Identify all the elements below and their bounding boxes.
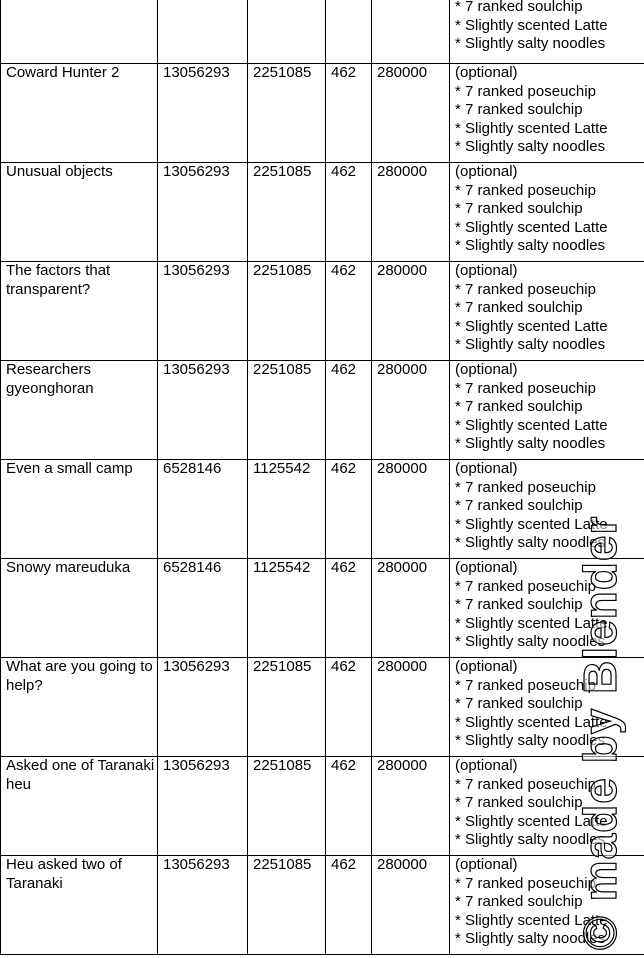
value-cell-2: 2251085 [248,361,326,460]
value-cell-1: 13056293 [158,856,248,955]
quest-table-body [1,0,644,955]
value-cell-2: 1125542 [248,559,326,658]
reward-cell: (optional) * 7 ranked poseuchip * 7 ranked soulchip * Slightly scented Latte * Slightly salty noodles [450,460,644,559]
table-row [1,262,644,361]
quest-name-cell: Unusual objects [1,163,158,262]
reward-cell: (optional) * 7 ranked poseuchip * 7 ranked soulchip * Slightly scented Latte * Slightly salty noodles [450,163,644,262]
value-cell-4: 280000 [372,460,450,559]
reward-cell: (optional) * 7 ranked poseuchip * 7 ranked soulchip * Slightly scented Latte * Slightly salty noodles [450,559,644,658]
value-cell-2: 2251085 [248,757,326,856]
quest-name-cell: Even a small camp [1,460,158,559]
reward-cell: (optional) * 7 ranked poseuchip * 7 ranked soulchip * Slightly scented Latte * Slightly salty noodles [450,64,644,163]
value-cell-3 [326,0,372,64]
reward-cell: (optional) * 7 ranked poseuchip * 7 ranked soulchip * Slightly scented Latte * Slightly salty noodles [450,361,644,460]
quest-name-cell: The factors that transparent? [1,262,158,361]
value-cell-2: 2251085 [248,856,326,955]
value-cell-3: 462 [326,658,372,757]
value-cell-3: 462 [326,757,372,856]
quest-name-cell: Coward Hunter 2 [1,64,158,163]
table-row [1,658,644,757]
value-cell-1: 6528146 [158,559,248,658]
reward-cell: (optional) * 7 ranked poseuchip * 7 ranked soulchip * Slightly scented Latte * Slightly salty noodles [450,658,644,757]
value-cell-3: 462 [326,559,372,658]
quest-name-cell [1,0,158,64]
quest-name-cell: Heu asked two of Taranaki [1,856,158,955]
table-row [1,460,644,559]
table-row [1,0,644,64]
value-cell-4: 280000 [372,559,450,658]
quest-name-cell: Snowy mareuduka [1,559,158,658]
value-cell-1: 13056293 [158,262,248,361]
table-row [1,856,644,955]
value-cell-4: 280000 [372,64,450,163]
table-row [1,757,644,856]
table-row [1,64,644,163]
value-cell-2 [248,0,326,64]
value-cell-3: 462 [326,856,372,955]
reward-cell: * 7 ranked soulchip * Slightly scented Latte * Slightly salty noodles [450,0,644,64]
value-cell-2: 2251085 [248,64,326,163]
value-cell-1: 6528146 [158,460,248,559]
value-cell-4: 280000 [372,658,450,757]
value-cell-4: 280000 [372,757,450,856]
table-row [1,559,644,658]
reward-cell: (optional) * 7 ranked poseuchip * 7 ranked soulchip * Slightly scented Latte * Slightly salty noodles [450,757,644,856]
value-cell-2: 2251085 [248,262,326,361]
value-cell-3: 462 [326,163,372,262]
quest-name-cell: Asked one of Taranaki heu [1,757,158,856]
watermark: © made by Blender [574,515,626,950]
table-row [1,361,644,460]
value-cell-2: 2251085 [248,658,326,757]
value-cell-1: 13056293 [158,658,248,757]
value-cell-1: 13056293 [158,757,248,856]
reward-cell: (optional) * 7 ranked poseuchip * 7 ranked soulchip * Slightly scented Latte * Slightly salty noodles [450,856,644,955]
value-cell-3: 462 [326,262,372,361]
value-cell-1: 13056293 [158,64,248,163]
value-cell-1: 13056293 [158,361,248,460]
value-cell-1 [158,0,248,64]
value-cell-4: 280000 [372,163,450,262]
value-cell-4: 280000 [372,361,450,460]
value-cell-3: 462 [326,361,372,460]
value-cell-4: 280000 [372,856,450,955]
value-cell-2: 1125542 [248,460,326,559]
quest-name-cell: What are you going to help? [1,658,158,757]
reward-cell: (optional) * 7 ranked poseuchip * 7 ranked soulchip * Slightly scented Latte * Slightly salty noodles [450,262,644,361]
value-cell-1: 13056293 [158,163,248,262]
value-cell-3: 462 [326,64,372,163]
table-row [1,163,644,262]
quest-name-cell: Researchers gyeonghoran [1,361,158,460]
value-cell-4 [372,0,450,64]
value-cell-4: 280000 [372,262,450,361]
value-cell-2: 2251085 [248,163,326,262]
value-cell-3: 462 [326,460,372,559]
